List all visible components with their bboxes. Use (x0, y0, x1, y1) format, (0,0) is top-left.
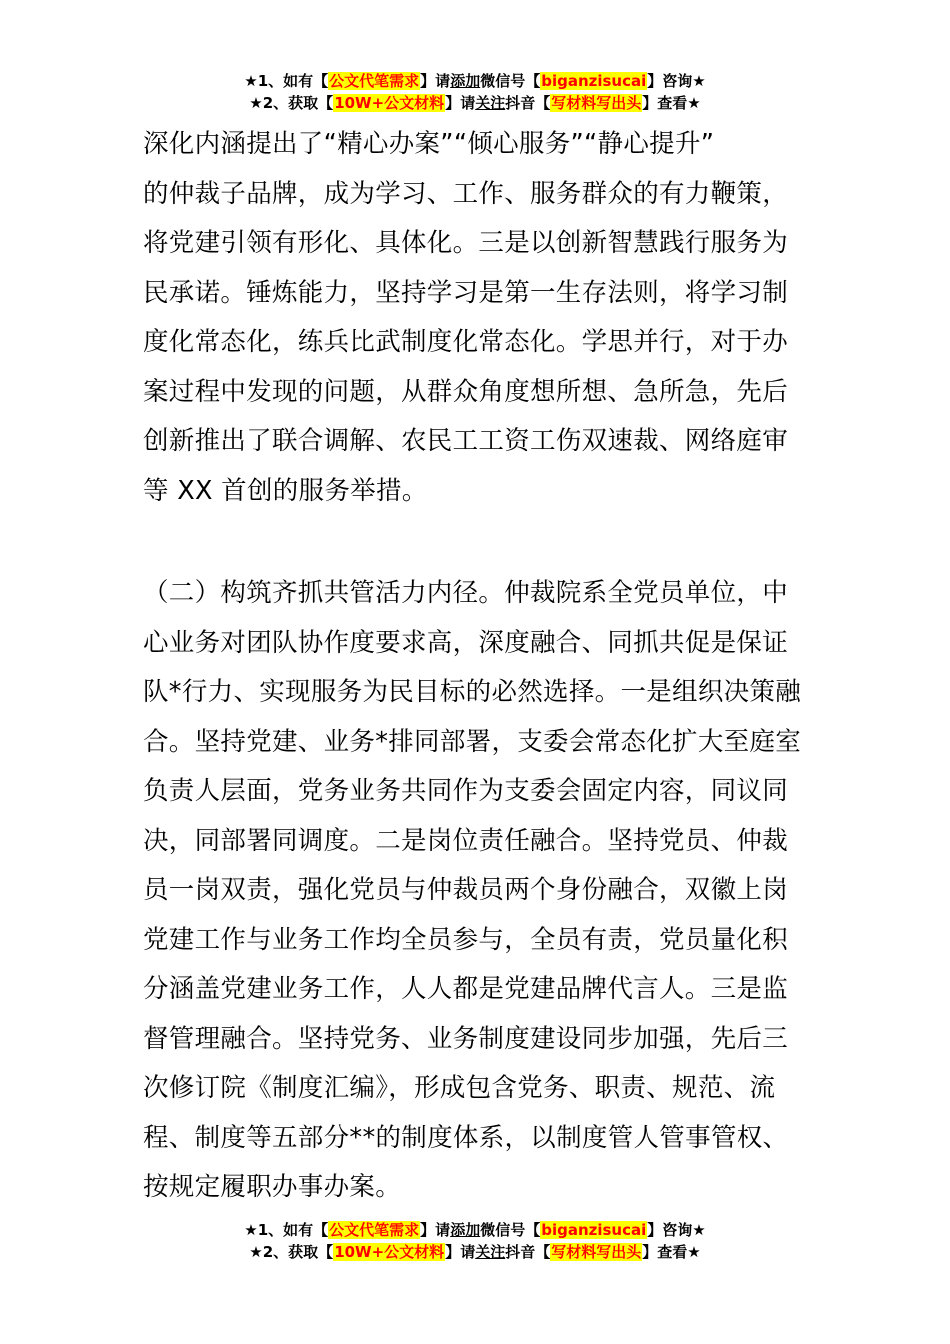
promo-text: 】咨询★ (647, 72, 706, 90)
promo-text: 】请 (420, 1221, 451, 1239)
promo-highlight: 10W+公文材料 (334, 94, 445, 112)
text-line: 合。坚持党建、业务*排同部署，支委会常态化扩大至庭室 (143, 726, 802, 757)
body-paragraph-1 (143, 120, 809, 516)
promo-line-2 (0, 1241, 950, 1263)
text-line: 等 XX 首创的服务举措。 (143, 475, 428, 506)
promo-text: 微信号【 (480, 72, 541, 90)
promo-highlight: 公文代笔需求 (329, 1221, 420, 1239)
text-line: 程、制度等五部分**的制度体系，以制度管人管事管权、 (143, 1122, 789, 1153)
promo-text: 微信号【 (480, 1221, 541, 1239)
text-line: 心业务对团队协作度要求高，深度融合、同抓共促是保证 (143, 627, 789, 658)
text-line: 分涵盖党建业务工作，人人都是党建品牌代言人。三是监 (143, 974, 789, 1004)
header-promo-banner (0, 70, 950, 114)
text-line: 队*行力、实现服务为民目标的必然选择。一是组织决策融 (143, 677, 802, 707)
text-line: 次修订院《制度汇编》，形成包含党务、职责、规范、流 (143, 1073, 776, 1103)
text-line: 的仲裁子品牌，成为学习、工作、服务群众的有力鞭策， (143, 178, 789, 209)
text-line: 深化内涵提出了“精心办案”“倾心服务”“静心提升” (143, 129, 715, 159)
body-paragraph-2 (143, 569, 809, 1213)
promo-line-1 (0, 70, 950, 92)
promo-line-2 (0, 92, 950, 114)
promo-underlined-text: 添加 (450, 72, 481, 90)
promo-text: ★2、获取【 (249, 94, 334, 112)
text-line: 民承诺。锤炼能力，坚持学习是第一生存法则，将学习制 (143, 277, 789, 308)
wechat-id-highlight: biganzisucai (541, 1221, 647, 1239)
text-line: 创新推出了联合调解、农民工工资工伤双速裁、网络庭审 (143, 426, 789, 456)
text-line: 员一岗双责，强化党员与仲裁员两个身份融合，双徽上岗 (143, 875, 789, 905)
promo-underlined-text: 关注 (475, 1243, 506, 1261)
promo-text: ★1、如有【 (244, 1221, 329, 1239)
text-line: 督管理融合。坚持党务、业务制度建设同步加强，先后三 (143, 1023, 789, 1054)
text-line: 案过程中发现的问题，从群众角度想所想、急所急，先后 (143, 376, 789, 407)
promo-text: 抖音【 (505, 1243, 551, 1261)
promo-text: 】咨询★ (647, 1221, 706, 1239)
promo-text: 】请 (445, 94, 476, 112)
text-line: 党建工作与业务工作均全员参与，全员有责，党员量化积 (143, 924, 789, 955)
promo-highlight: 10W+公文材料 (334, 1243, 445, 1261)
promo-text: 】请 (420, 72, 451, 90)
promo-text: 】查看★ (642, 1243, 701, 1261)
footer-promo-banner (0, 1219, 950, 1263)
promo-highlight: 公文代笔需求 (329, 72, 420, 90)
douyin-id-highlight: 写材料写出头 (551, 94, 642, 112)
promo-underlined-text: 添加 (450, 1221, 481, 1239)
douyin-id-highlight: 写材料写出头 (551, 1243, 642, 1261)
wechat-id-highlight: biganzisucai (541, 72, 647, 90)
text-line: （二）构筑齐抓共管活力内径。仲裁院系全党员单位，中 (143, 578, 789, 608)
text-line: 决，同部署同调度。二是岗位责任融合。坚持党员、仲裁 (143, 825, 789, 856)
promo-text: 】请 (445, 1243, 476, 1261)
text-line: 按规定履职办事办案。 (143, 1172, 402, 1202)
text-line: 将党建引领有形化、具体化。三是以创新智慧践行服务为 (143, 228, 789, 258)
promo-underlined-text: 关注 (475, 94, 506, 112)
text-line: 度化常态化，练兵比武制度化常态化。学思并行，对于办 (143, 327, 789, 357)
promo-text: ★2、获取【 (249, 1243, 334, 1261)
promo-text: ★1、如有【 (244, 72, 329, 90)
text-line: 负责人层面，党务业务共同作为支委会固定内容，同议同 (143, 776, 789, 806)
promo-text: 抖音【 (505, 94, 551, 112)
promo-text: 】查看★ (642, 94, 701, 112)
promo-line-1 (0, 1219, 950, 1241)
